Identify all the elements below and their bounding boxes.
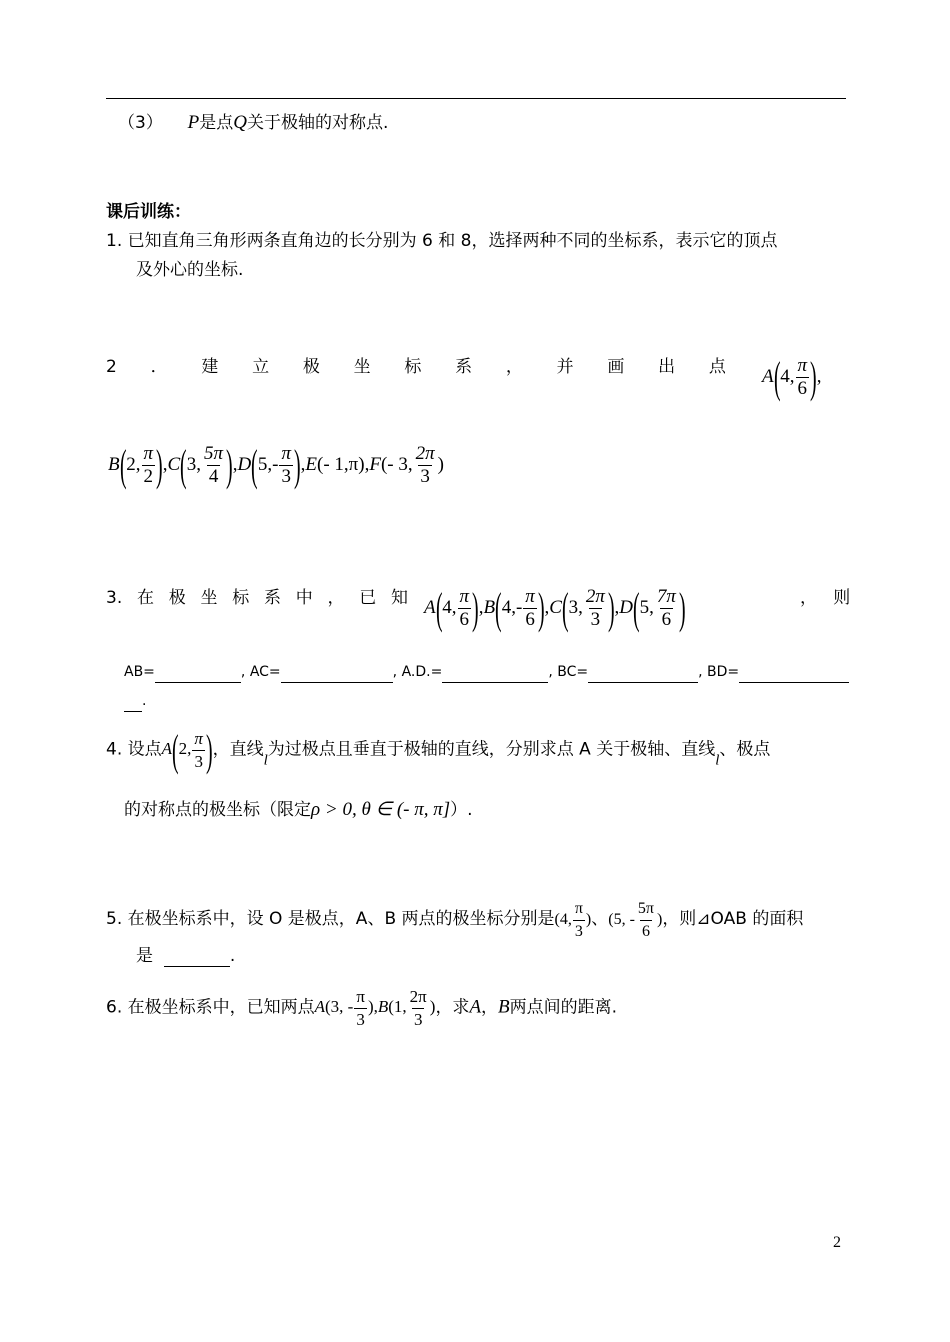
blank-ad[interactable]	[442, 664, 548, 683]
page-number: 2	[833, 1234, 841, 1251]
q2-char: 画	[607, 357, 625, 377]
blank-ab[interactable]	[155, 664, 241, 683]
q3-blank-continue: .	[124, 690, 146, 712]
q2-point-a: A(4, $\frac{\pi}{6}$ ),	[762, 352, 822, 402]
q2-char: ．	[150, 357, 168, 377]
q2-char: 系	[455, 357, 473, 377]
blank-area[interactable]	[164, 948, 230, 967]
point-q: Q	[233, 112, 247, 133]
q2-char: 出	[658, 357, 676, 377]
q3-points: A(4, $\frac{\pi}{6}$ ),B(4,- $\frac{\pi}{6}$ ),C(3, $\frac{2\pi}{3}$ ),D(5, $\frac{7\pi}{6}$ )	[424, 583, 686, 633]
q2-char: 点	[708, 357, 726, 377]
q2-char: 坐	[353, 357, 371, 377]
q2-char: 极	[302, 357, 320, 377]
q5-line2: 是 .	[136, 946, 236, 966]
part-3-label: （3）	[118, 113, 163, 133]
q2-char: 立	[252, 357, 270, 377]
q2-char: 建	[201, 357, 219, 377]
header-rule	[106, 98, 846, 99]
blank-bd[interactable]	[739, 664, 849, 683]
section-title: 课后训练：	[106, 202, 191, 222]
blank-ac[interactable]	[281, 664, 393, 683]
q2-char: 并	[556, 357, 574, 377]
q2-intro	[106, 356, 726, 378]
part-3-text2: 关于极轴的对称点.	[246, 113, 389, 133]
q2-char: 标	[404, 357, 422, 377]
q3-intro: 3. 在 极 坐 标 系 中 ， 已 知	[106, 588, 408, 608]
q4-line1: 4. 设点A(2, $\frac{\pi}{3}$ )，直线l为过极点且垂直于极轴的直线，分别求点 A 关于极轴、直线l、极点	[106, 725, 771, 775]
q4-line2: 的对称点的极坐标（限定ρ > 0, θ ∈ (- π, π]）.	[124, 799, 473, 820]
q3-blanks: AB= , AC= , A.D.= , BC= , BD=	[124, 661, 849, 683]
q2-char: ，	[505, 357, 523, 377]
q3-then: ， 则	[800, 588, 851, 608]
point-p: P	[187, 112, 200, 133]
blank-bd-continued[interactable]	[124, 693, 142, 712]
q2-char: 2	[106, 357, 117, 377]
q5-line1: 5. 在极坐标系中，设 O 是极点，A、B 两点的极坐标分别是(4, $\frac{\pi}{3}$ )、(5, - $\frac{5\pi}{6}$ )，则⊿OAB 的面积	[106, 898, 803, 943]
q1-line2: 及外心的坐标.	[136, 260, 244, 280]
part-3-line	[118, 112, 388, 134]
q6-line: 6. 在极坐标系中，已知两点A(3, - $\frac{\pi}{3}$ ),B(1, $\frac{2\pi}{3}$ )，求A，B两点间的距离.	[106, 987, 618, 1029]
blank-bc[interactable]	[588, 664, 698, 683]
q2-points-line: B(2, $\frac{\pi}{2}$ ),C(3, $\frac{5\pi}{4}$ ),D(5,- $\frac{\pi}{3}$ ),E(- 1,π),F(- 3, $\frac{2\pi}{3}$ )	[108, 440, 444, 490]
part-3-text1: 是点	[199, 113, 234, 133]
q1-line1: 1. 已知直角三角形两条直角边的长分别为 6 和 8，选择两种不同的坐标系，表示它的顶点	[106, 231, 778, 251]
